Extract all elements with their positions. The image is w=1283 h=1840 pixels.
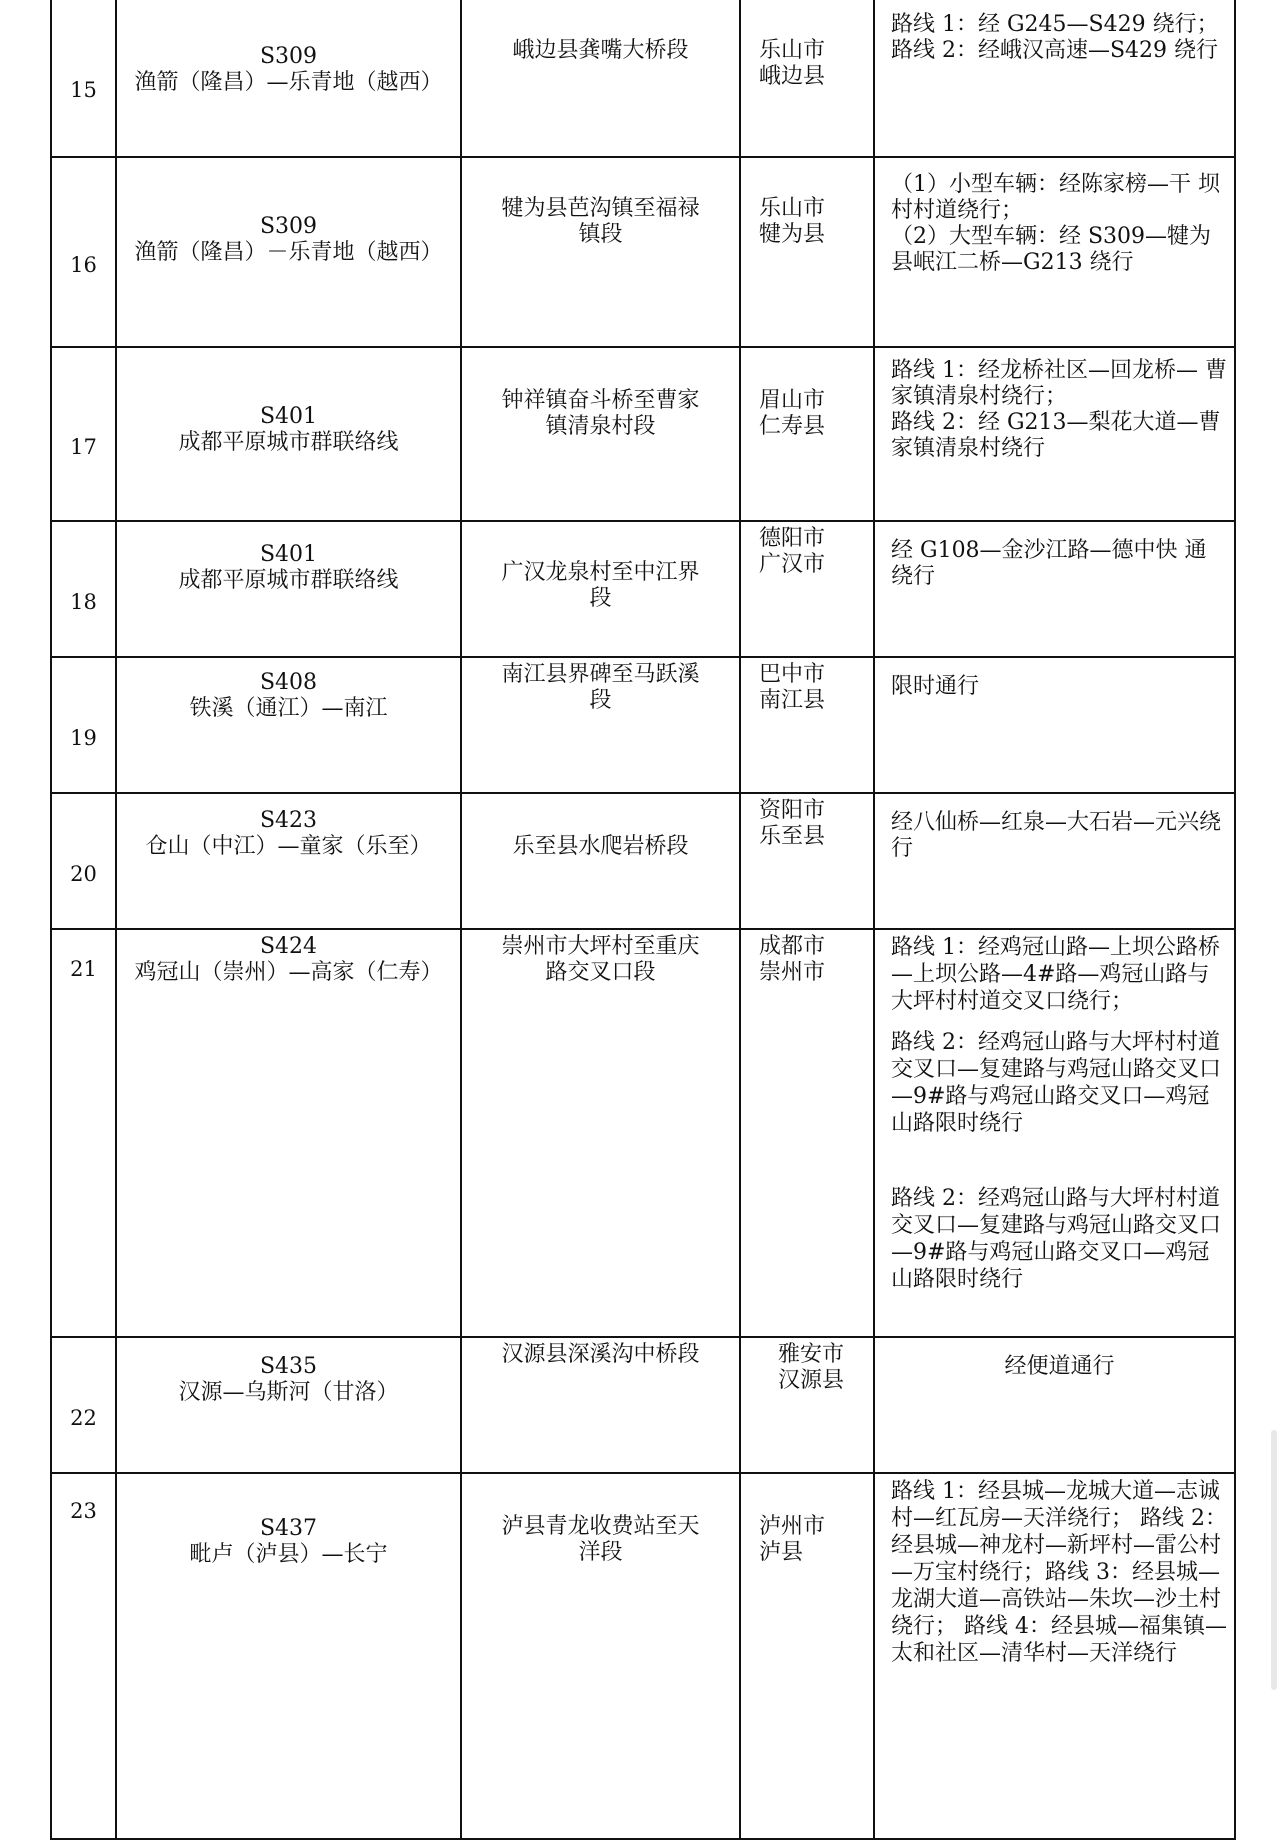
location: 资阳市 乐至县 (740, 793, 874, 929)
road-cell (116, 657, 461, 793)
location: 德阳市 广汉市 (740, 521, 874, 657)
detour-cell (874, 929, 1235, 1337)
road-cell (116, 793, 461, 929)
road-cell (116, 1337, 461, 1473)
row-number: 16 (51, 157, 116, 347)
road-code: S309 (259, 214, 318, 239)
row-number: 15 (51, 0, 116, 157)
table-row (51, 0, 1235, 157)
table-row (51, 929, 1235, 1337)
location: 眉山市 仁寿县 (740, 347, 874, 521)
row-number: 17 (51, 347, 116, 521)
detour-line: 路线 2：经鸡冠山路与大坪村村道交叉口—复建路与鸡冠山路交叉口—9#路与鸡冠山路交叉口—鸡冠山路限时绕行 (891, 1186, 1222, 1292)
detour-line: 路线 2：经峨汉高速—S429 绕行 (891, 38, 1219, 63)
segment: 广汉龙泉村至中江界段 (461, 521, 740, 657)
detour-line: 经便道通行 (1004, 1354, 1115, 1379)
road-code: S424 (259, 934, 318, 959)
detour-table (50, 0, 1236, 1840)
road-code: S401 (259, 404, 318, 429)
road-name: 成都平原城市群联络线 (178, 430, 399, 455)
road-code: S437 (259, 1516, 318, 1541)
detour-cell (874, 157, 1235, 347)
segment: 乐至县水爬岩桥段 (461, 793, 740, 929)
detour-cell (874, 0, 1235, 157)
road-name: 成都平原城市群联络线 (178, 568, 399, 593)
segment: 犍为县芭沟镇至福禄镇段 (461, 157, 740, 347)
detour-line: 限时通行 (891, 674, 980, 699)
location: 成都市 崇州市 (740, 929, 874, 1337)
detour-cell (874, 793, 1235, 929)
road-name: 毗卢（泸县）—长宁 (189, 1542, 388, 1567)
location: 乐山市 犍为县 (740, 157, 874, 347)
road-name: 渔箭（隆昌）—乐青地（越西） (134, 70, 443, 95)
road-name: 鸡冠山（崇州）—高家（仁寿） (134, 960, 443, 985)
row-number: 22 (51, 1337, 116, 1473)
table-row (51, 657, 1235, 793)
detour-line: 经 G108—金沙江路—德中快 通绕行 (891, 538, 1207, 589)
road-code: S401 (259, 542, 318, 567)
table-row (51, 521, 1235, 657)
row-number: 21 (51, 929, 116, 1337)
detour-line: 路线 1：经县城—龙城大道—志诚村—红瓦房—天洋绕行； 路线 2：经县城—神龙村—新坪村—雷公村—万宝村绕行；路线 3：经县城—龙湖大道—高铁站—朱坎—沙土村绕行； 路线 4：经县城—福集镇—太和社区—清华村—天洋绕行 (891, 1479, 1227, 1666)
detour-line: （2）大型车辆：经 S309—犍为县岷江二桥—G213 绕行 (891, 224, 1212, 275)
road-cell (116, 521, 461, 657)
road-name: 仓山（中江）—童家（乐至） (145, 834, 432, 859)
table-row (51, 1473, 1235, 1839)
table-row (51, 793, 1235, 929)
detour-cell (874, 657, 1235, 793)
road-cell (116, 1473, 461, 1839)
road-cell (116, 0, 461, 157)
road-name: 铁溪（通江）—南江 (189, 696, 388, 721)
detour-cell (874, 1473, 1235, 1839)
scrollbar[interactable] (1271, 1430, 1277, 1690)
segment: 汉源县深溪沟中桥段 (461, 1337, 740, 1473)
road-code: S423 (259, 808, 318, 833)
road-code: S408 (259, 670, 318, 695)
detour-line: 路线 1：经 G245—S429 绕行； (891, 12, 1219, 37)
detour-line: 路线 1：经龙桥社区—回龙桥— 曹家镇清泉村绕行； (891, 358, 1227, 409)
detour-cell (874, 1337, 1235, 1473)
road-code: S435 (259, 1354, 318, 1379)
segment: 钟祥镇奋斗桥至曹家镇清泉村段 (461, 347, 740, 521)
table-row (51, 157, 1235, 347)
road-cell (116, 157, 461, 347)
table-row (51, 1337, 1235, 1473)
location: 乐山市 峨边县 (740, 0, 874, 157)
detour-line: （1）小型车辆：经陈家榜—干 坝村村道绕行； (891, 172, 1220, 223)
road-name: 渔箭（隆昌）－乐青地（越西） (134, 240, 443, 265)
road-name: 汉源—乌斯河（甘洛） (178, 1380, 399, 1405)
detour-line: 路线 2：经鸡冠山路与大坪村村道交叉口—复建路与鸡冠山路交叉口—9#路与鸡冠山路交叉口—鸡冠山路限时绕行 (891, 1030, 1222, 1136)
road-code: S309 (259, 44, 318, 69)
location: 雅安市 汉源县 (740, 1337, 874, 1473)
detour-cell (874, 347, 1235, 521)
segment: 峨边县龚嘴大桥段 (461, 0, 740, 157)
segment: 泸县青龙收费站至天洋段 (461, 1473, 740, 1839)
road-cell (116, 929, 461, 1337)
row-number: 19 (51, 657, 116, 793)
detour-line: 路线 2：经 G213—梨花大道—曹家镇清泉村绕行 (891, 410, 1221, 461)
segment: 崇州市大坪村至重庆路交叉口段 (461, 929, 740, 1337)
detour-cell (874, 521, 1235, 657)
location: 巴中市 南江县 (740, 657, 874, 793)
row-number: 18 (51, 521, 116, 657)
detour-line: 路线 1：经鸡冠山路—上坝公路桥—上坝公路—4#路—鸡冠山路与大坪村村道交叉口绕行； (891, 935, 1220, 1014)
segment: 南江县界碑至马跃溪段 (461, 657, 740, 793)
detour-line: 经八仙桥—红泉—大石岩—元兴绕行 (891, 810, 1222, 861)
location: 泸州市 泸县 (740, 1473, 874, 1839)
road-cell (116, 347, 461, 521)
row-number: 20 (51, 793, 116, 929)
row-number: 23 (51, 1473, 116, 1839)
table-row (51, 347, 1235, 521)
